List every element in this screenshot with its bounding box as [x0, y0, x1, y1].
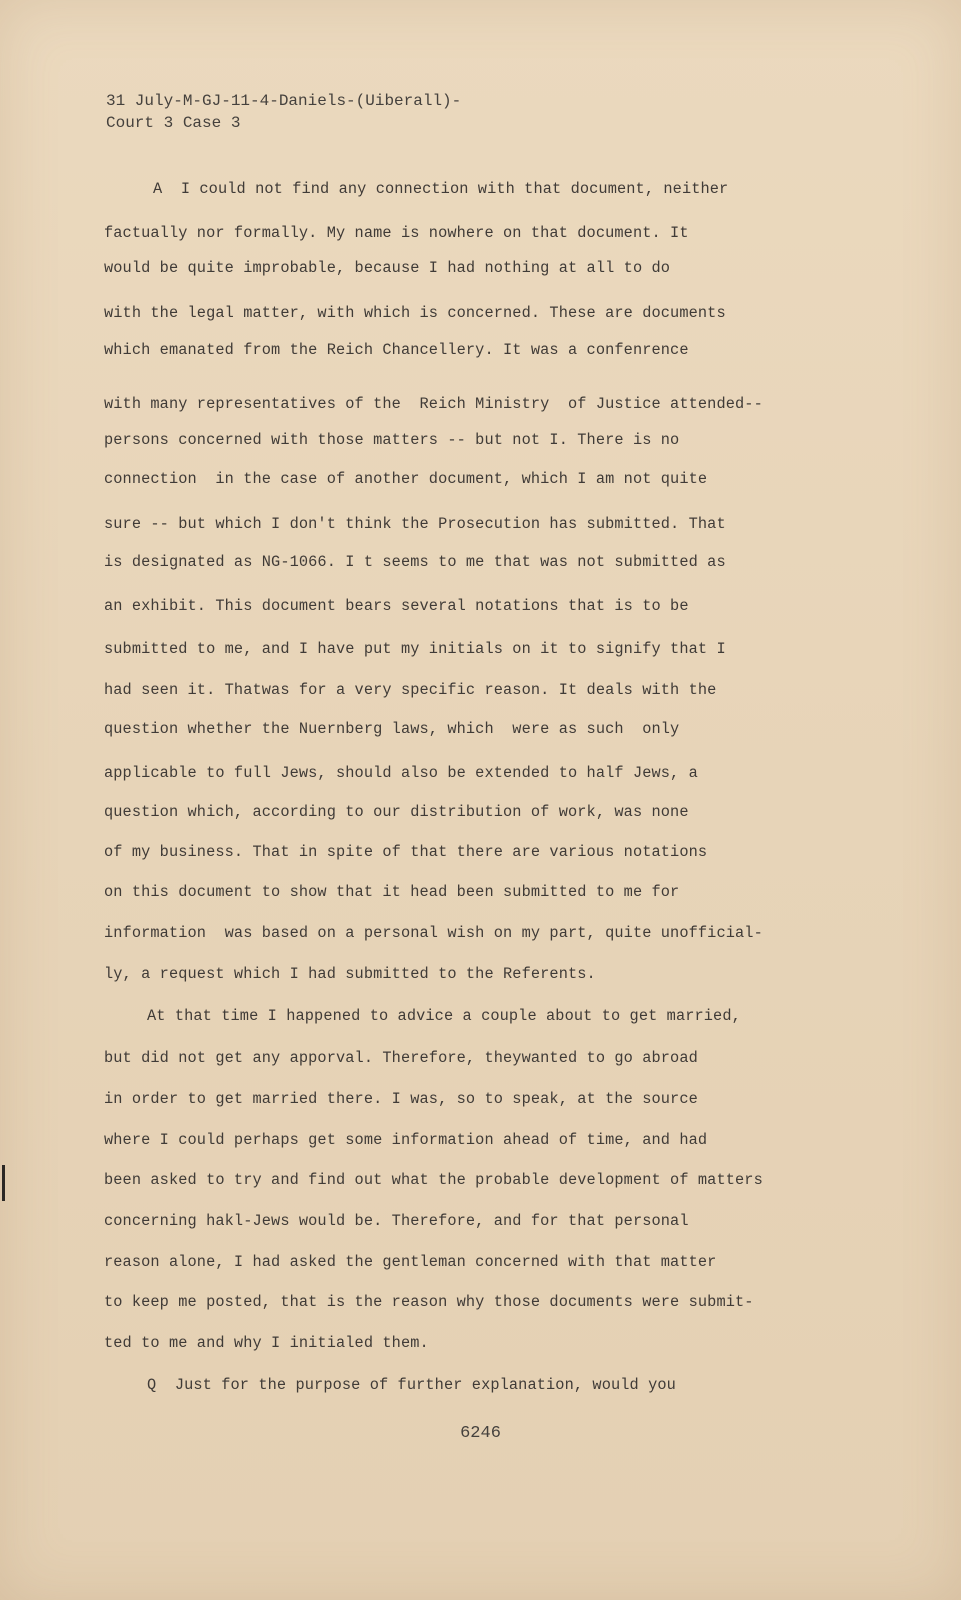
body-line: question whether the Nuernberg laws, which were as such only [104, 720, 680, 738]
body-line: concerning hakl-Jews would be. Therefore, and for that personal [104, 1212, 689, 1230]
body-line: persons concerned with those matters -- but not I. There is no [104, 431, 680, 449]
body-line: ly, a request which I had submitted to the Referents. [104, 965, 596, 983]
body-line: with the legal matter, with which is concerned. These are documents [104, 304, 726, 322]
body-line: submitted to me, and I have put my initials on it to signify that I [104, 640, 726, 658]
body-line: Q Just for the purpose of further explanation, would you [147, 1376, 676, 1394]
body-line: had seen it. Thatwas for a very specific reason. It deals with the [104, 681, 717, 699]
edge-mark [2, 1165, 5, 1201]
body-line: to keep me posted, that is the reason why those documents were submit- [104, 1293, 754, 1311]
header-line-2: Court 3 Case 3 [106, 114, 241, 132]
document-header [106, 90, 461, 134]
page-number: 6246 [460, 1424, 501, 1443]
body-line: which emanated from the Reich Chancellery. It was a confenrence [104, 341, 689, 359]
body-line: is designated as NG-1066. I t seems to me that was not submitted as [104, 553, 726, 571]
body-line: At that time I happened to advice a couple about to get married, [147, 1007, 741, 1025]
body-line: but did not get any apporval. Therefore, theywanted to go abroad [104, 1049, 698, 1067]
body-line: in order to get married there. I was, so to speak, at the source [104, 1090, 698, 1108]
header-line-1: 31 July-M-GJ-11-4-Daniels-(Uiberall)- [106, 92, 462, 110]
body-line: where I could perhaps get some information ahead of time, and had [104, 1131, 708, 1149]
body-line: factually nor formally. My name is nowhere on that document. It [104, 224, 689, 242]
body-line: on this document to show that it head been submitted to me for [104, 883, 680, 901]
body-line: A I could not find any connection with that document, neither [153, 180, 729, 198]
body-line: been asked to try and find out what the probable development of matters [104, 1171, 763, 1189]
body-line: connection in the case of another document, which I am not quite [104, 470, 708, 488]
body-line: sure -- but which I don't think the Prosecution has submitted. That [104, 515, 726, 533]
body-line: of my business. That in spite of that there are various notations [104, 843, 708, 861]
body-line: reason alone, I had asked the gentleman concerned with that matter [104, 1253, 717, 1271]
body-line: ted to me and why I initialed them. [104, 1334, 429, 1352]
body-line: would be quite improbable, because I had nothing at all to do [104, 259, 671, 277]
body-line: an exhibit. This document bears several notations that is to be [104, 597, 689, 615]
body-line: with many representatives of the Reich Ministry of Justice attended-- [104, 395, 763, 413]
body-line: applicable to full Jews, should also be extended to half Jews, a [104, 764, 698, 782]
body-line: question which, according to our distribution of work, was none [104, 803, 689, 821]
body-line: information was based on a personal wish on my part, quite unofficial- [104, 924, 763, 942]
